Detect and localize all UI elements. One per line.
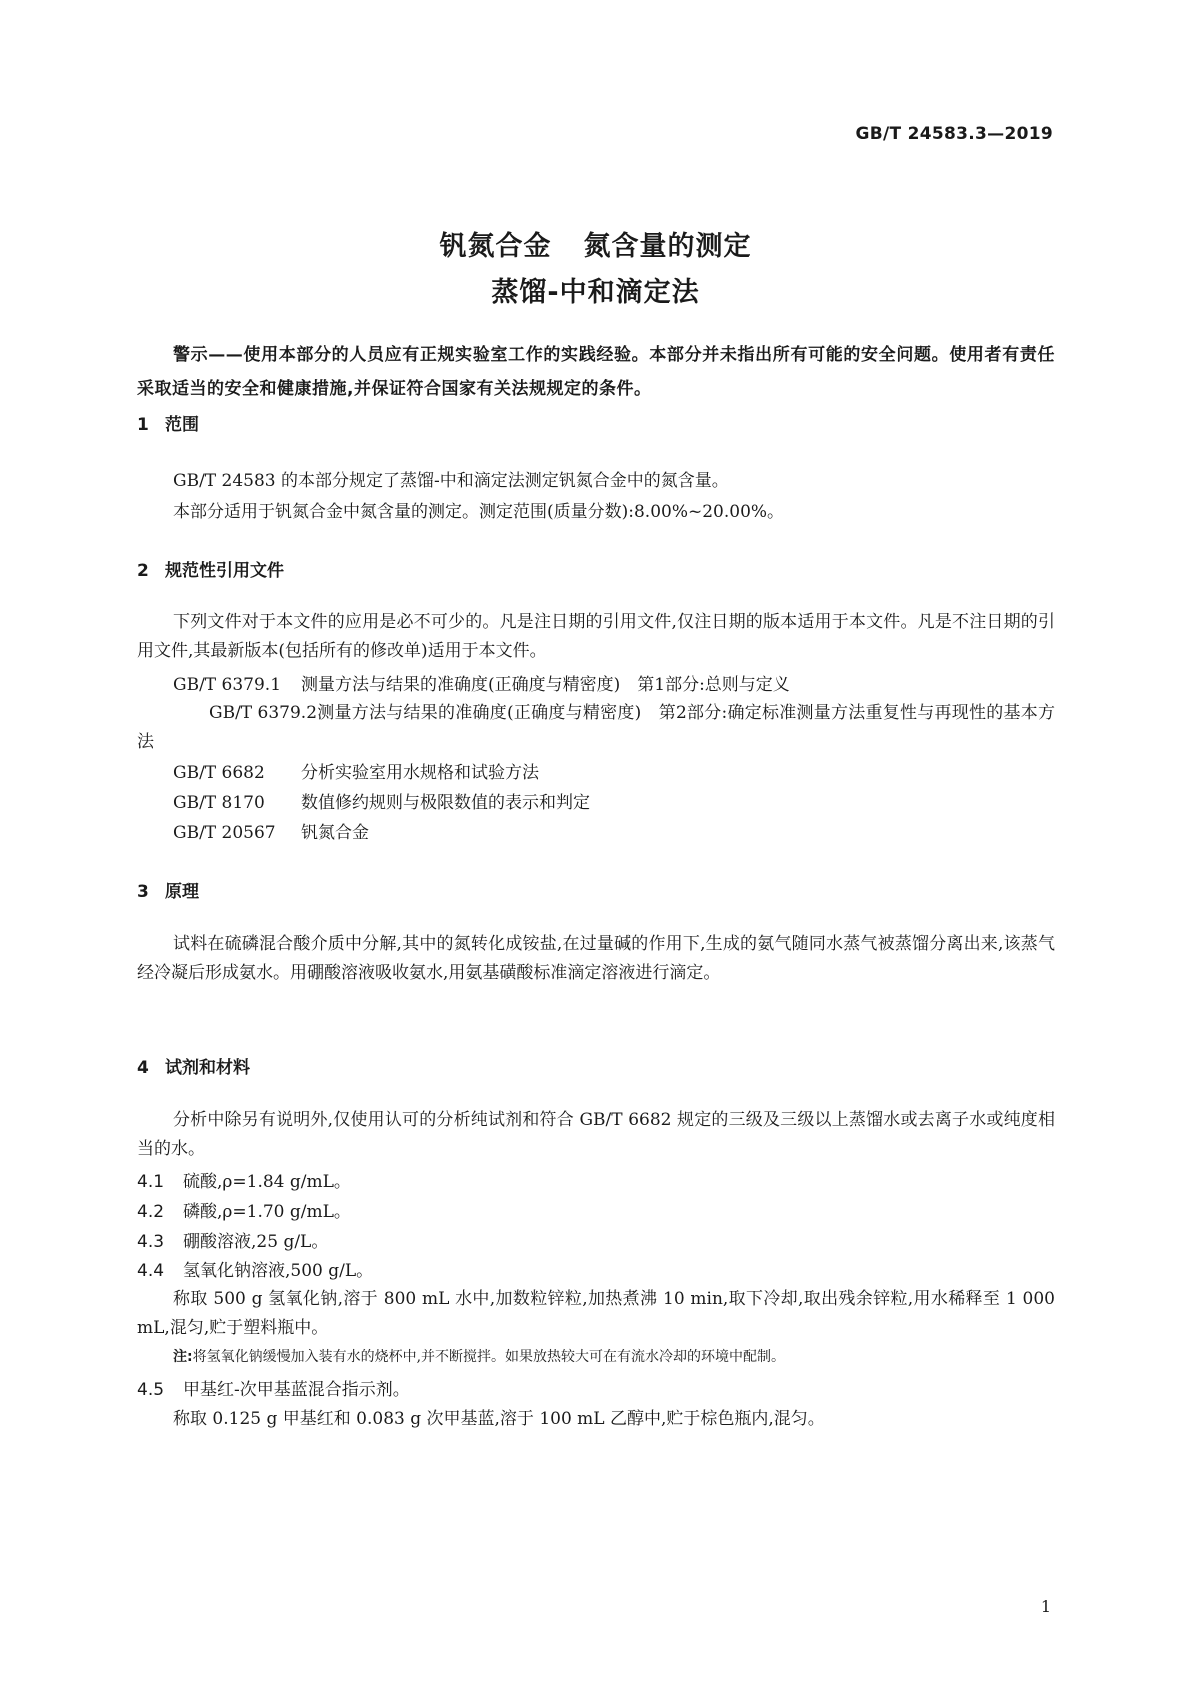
document-title-line1 (0, 224, 1191, 263)
reference-item (173, 788, 590, 813)
paragraph: 分析中除另有说明外,仅使用认可的分析纯试剂和符合 GB/T 6682 规定的三级及三级以上蒸馏水或去离子水或纯度相当的水。 (137, 1110, 1055, 1159)
section-title: 规范性引用文件 (165, 561, 284, 581)
paragraph: 试料在硫磷混合酸介质中分解,其中的氮转化成铵盐,在过量碱的作用下,生成的氨气随同水蒸气被蒸馏分离出来,该蒸气经冷凝后形成氨水。用硼酸溶液吸收氨水,用氨基磺酸标准滴定溶液进行滴定。 (137, 934, 1055, 983)
reference-item (173, 758, 539, 783)
title-part1: 钒氮合金 (439, 231, 552, 262)
reference-item (173, 818, 369, 843)
title-part2: 氮含量的测定 (583, 231, 752, 262)
section-heading-3 (137, 877, 199, 902)
item-number: 4.4 (137, 1261, 165, 1281)
reagent-item (137, 1167, 351, 1192)
item-text: 硫酸,ρ=1.84 g/mL。 (183, 1172, 351, 1192)
paragraph: 称取 0.125 g 甲基红和 0.083 g 次甲基蓝,溶于 100 mL 乙醇中,贮于棕色瓶内,混匀。 (173, 1409, 825, 1429)
reference-title: 测量方法与结果的准确度(正确度与精密度) 第2部分:确定标准测量方法重复性与再现性的基本方法 (137, 703, 1055, 752)
reference-title: 分析实验室用水规格和试验方法 (301, 763, 539, 783)
item-number: 4.2 (137, 1202, 165, 1222)
paragraph: 称取 500 g 氢氧化钠,溶于 800 mL 水中,加数粒锌粒,加热煮沸 10 min,取下冷却,取出残余锌粒,用水稀释至 1 000 mL,混匀,贮于塑料瓶中。 (137, 1289, 1055, 1338)
item-text: 甲基红-次甲基蓝混合指示剂。 (183, 1380, 410, 1400)
section-number: 2 (137, 561, 149, 581)
reference-title: 钒氮合金 (301, 823, 369, 843)
reference-title: 数值修约规则与极限数值的表示和判定 (301, 793, 590, 813)
section-heading-4 (137, 1053, 250, 1078)
reference-code: GB/T 6379.1 (173, 675, 282, 695)
section-title: 原理 (165, 882, 199, 902)
reference-item (137, 699, 1055, 757)
reference-code: GB/T 6682 (173, 763, 265, 783)
section-title: 范围 (165, 415, 199, 435)
standard-number: GB/T 24583.3—2019 (855, 124, 1053, 144)
note-label: 注: (173, 1349, 193, 1365)
reagent-item (137, 1375, 410, 1400)
reference-item (173, 670, 790, 695)
paragraph: 下列文件对于本文件的应用是必不可少的。凡是注日期的引用文件,仅注日期的版本适用于本文件。凡是不注日期的引用文件,其最新版本(包括所有的修改单)适用于本文件。 (137, 612, 1055, 661)
paragraph: 本部分适用于钒氮合金中氮含量的测定。测定范围(质量分数):8.00%~20.00%。 (173, 502, 785, 522)
section-number: 1 (137, 415, 149, 435)
note-text: 将氢氧化钠缓慢加入装有水的烧杯中,并不断搅拌。如果放热较大可在有流水冷却的环境中配制。 (192, 1349, 786, 1365)
paragraph: GB/T 24583 的本部分规定了蒸馏-中和滴定法测定钒氮合金中的氮含量。 (173, 471, 729, 491)
item-number: 4.5 (137, 1380, 165, 1400)
section-number: 4 (137, 1058, 149, 1078)
warning-text: 警示——使用本部分的人员应有正规实验室工作的实践经验。本部分并未指出所有可能的安全问题。使用者有责任采取适当的安全和健康措施,并保证符合国家有关法规规定的条件。 (137, 345, 1055, 399)
item-text: 磷酸,ρ=1.70 g/mL。 (183, 1202, 351, 1222)
item-number: 4.1 (137, 1172, 165, 1192)
section-title: 试剂和材料 (165, 1058, 250, 1078)
section-heading-1 (137, 410, 199, 435)
reference-code: GB/T 8170 (173, 793, 265, 813)
page-number: 1 (1040, 1597, 1051, 1616)
reagent-item (137, 1227, 328, 1252)
item-text: 氢氧化钠溶液,500 g/L。 (183, 1261, 374, 1281)
section-heading-2 (137, 556, 284, 581)
reference-code: GB/T 20567 (173, 823, 276, 843)
note (173, 1346, 785, 1366)
document-title-line2: 蒸馏-中和滴定法 (491, 277, 700, 308)
item-text: 硼酸溶液,25 g/L。 (183, 1232, 329, 1252)
reagent-item (137, 1197, 351, 1222)
reference-code: GB/T 6379.2 (209, 703, 318, 723)
reference-title: 测量方法与结果的准确度(正确度与精密度) 第1部分:总则与定义 (301, 675, 790, 695)
section-number: 3 (137, 882, 149, 902)
item-number: 4.3 (137, 1232, 165, 1252)
reagent-item (137, 1256, 373, 1281)
